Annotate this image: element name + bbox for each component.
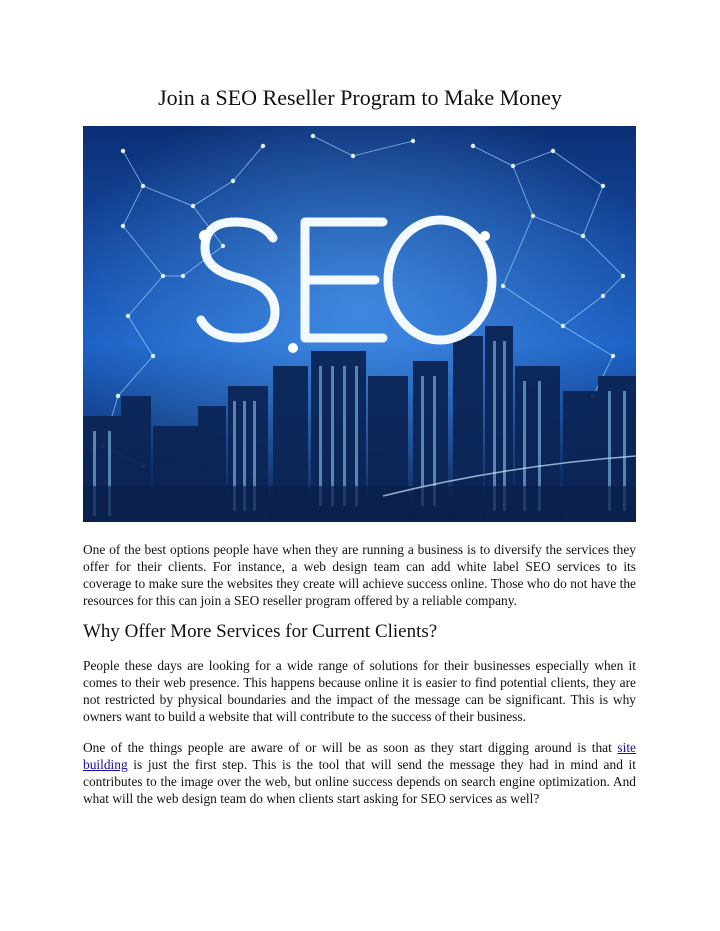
intro-paragraph: One of the best options people have when they are running a business is to diversify the services they offer for their clients. For instance, a web design team can add white label SEO services to its coverage to make sure the websites they create will achieve success online. Those who do not have the resources for this can join a SEO reseller program offered by a reliable company. (83, 542, 636, 608)
paragraph-text-before-link: One of the things people are aware of or will be as soon as they start digging around is that (83, 740, 618, 755)
seo-hero-image (83, 126, 636, 522)
page-title: Join a SEO Reseller Program to Make Money (158, 85, 562, 110)
body-paragraph: People these days are looking for a wide range of solutions for their businesses especially when it comes to their web presence. This happens because online it is easier to find potential clients, they are not restricted by physical boundaries and the impact of the message can be significant. This is why owners want to build a website that will contribute to the success of their business. (83, 658, 636, 724)
site-building-link[interactable]: site building (83, 740, 636, 772)
paragraph-text-after-link: is just the first step. This is the tool that will send the message they had in mind and it contributes to the image over the web, but online success depends on search engine optimization. And what will the web design team do when clients start asking for SEO services as well? (83, 757, 636, 806)
section-heading: Why Offer More Services for Current Clients? (83, 621, 438, 642)
seo-city-network-image (83, 126, 636, 522)
body-paragraph-with-link (83, 739, 636, 807)
